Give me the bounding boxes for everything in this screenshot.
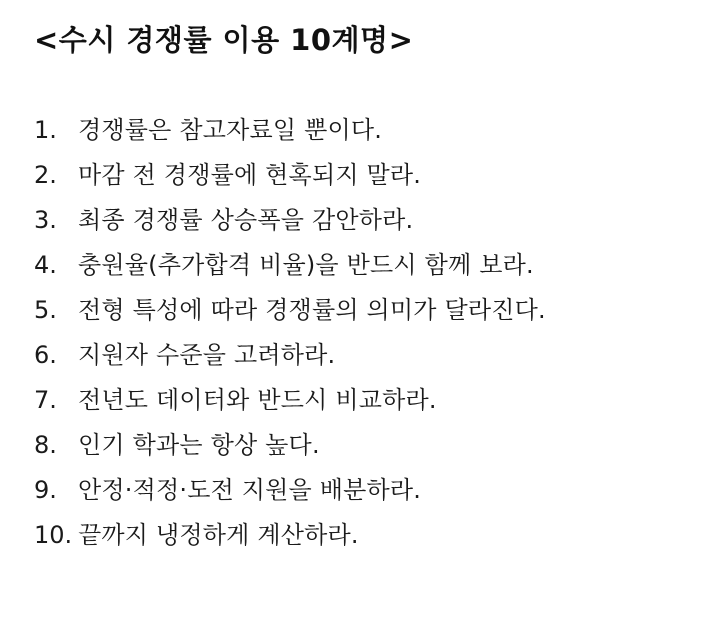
list-item: [34, 475, 675, 504]
list-item-text: 마감 전 경쟁률에 현혹되지 말라.: [78, 160, 422, 189]
commandment-list: [34, 115, 675, 549]
list-item-number: 8.: [34, 430, 57, 459]
list-item-text: 끝까지 냉정하게 계산하라.: [78, 520, 359, 549]
list-item: [34, 430, 675, 459]
list-item-text: 안정·적정·도전 지원을 배분하라.: [78, 475, 422, 504]
list-item-text: 전년도 데이터와 반드시 비교하라.: [78, 385, 437, 414]
list-item: [34, 250, 675, 279]
list-item-number: 10.: [34, 520, 73, 549]
list-item-number: 6.: [34, 340, 57, 369]
list-item: [34, 205, 675, 234]
list-item-text: 최종 경쟁률 상승폭을 감안하라.: [78, 205, 414, 234]
list-item-number: 2.: [34, 160, 57, 189]
list-item-text: 지원자 수준을 고려하라.: [78, 340, 336, 369]
page-title: <수시 경쟁률 이용 10계명>: [34, 23, 414, 57]
list-item-number: 4.: [34, 250, 57, 279]
list-item-number: 7.: [34, 385, 57, 414]
list-item-text: 인기 학과는 항상 높다.: [78, 430, 320, 459]
list-item-number: 1.: [34, 115, 57, 144]
list-item-text: 전형 특성에 따라 경쟁률의 의미가 달라진다.: [78, 295, 546, 324]
list-item-text: 경쟁률은 참고자료일 뿐이다.: [78, 115, 383, 144]
list-item-number: 5.: [34, 295, 57, 324]
list-item-text: 충원율(추가합격 비율)을 반드시 함께 보라.: [78, 250, 534, 279]
list-item: [34, 385, 675, 414]
list-item: [34, 115, 675, 144]
list-item: [34, 295, 675, 324]
list-item-number: 9.: [34, 475, 57, 504]
list-item: [34, 520, 675, 549]
list-item: [34, 340, 675, 369]
list-item-number: 3.: [34, 205, 57, 234]
list-item: [34, 160, 675, 189]
